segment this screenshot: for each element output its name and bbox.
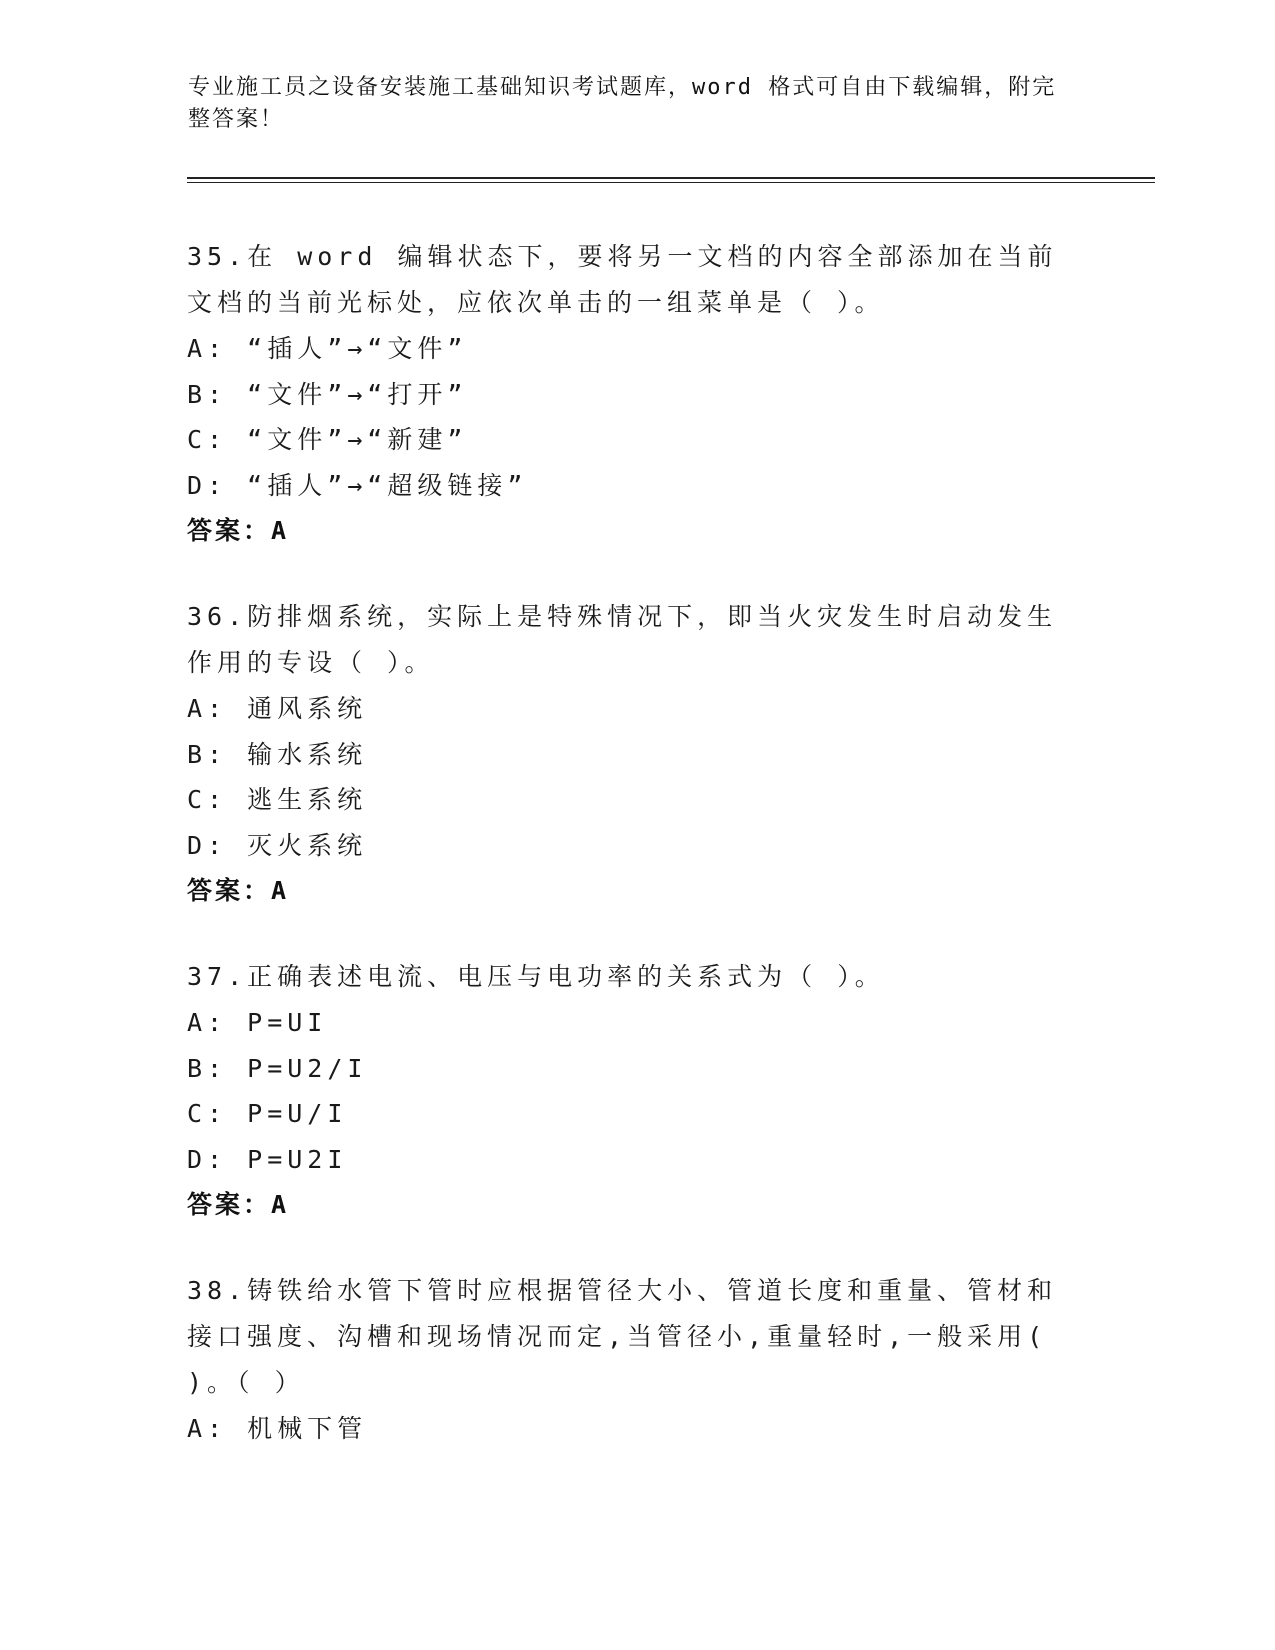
question-38	[187, 1268, 1087, 1452]
answer-label: 答案：A	[187, 876, 290, 905]
option-a: A: 机械下管	[187, 1414, 368, 1443]
option-b: B: P=U2/I	[187, 1053, 368, 1083]
option-b: B: “文件”→“打开”	[187, 379, 468, 409]
header-rule-thick	[187, 177, 1155, 179]
option-a: A: 通风系统	[187, 694, 368, 723]
answer-label: 答案：A	[187, 1190, 290, 1219]
document-header	[188, 72, 1068, 136]
question-35	[187, 234, 1087, 554]
option-d: D: 灭火系统	[187, 830, 368, 860]
option-d: D: P=U2I	[187, 1144, 348, 1174]
header-rule-thin	[187, 182, 1155, 183]
option-c: C: 逃生系统	[187, 785, 368, 814]
question-stem: 36.防排烟系统，实际上是特殊情况下，即当火灾发生时启动发生作用的专设（ ）。	[187, 602, 1058, 677]
answer-label: 答案：A	[187, 516, 290, 545]
question-list	[187, 234, 1087, 1492]
option-d: D: “插人”→“超级链接”	[187, 470, 528, 500]
question-37	[187, 954, 1087, 1228]
question-stem: 37.正确表述电流、电压与电功率的关系式为（ ）。	[187, 962, 885, 991]
option-c: C: “文件”→“新建”	[187, 425, 468, 454]
option-a: A: P=UI	[187, 1008, 328, 1037]
option-a: A: “插人”→“文件”	[187, 334, 468, 363]
header-title: 专业施工员之设备安装施工基础知识考试题库，word 格式可自由下载编辑，附完整答案！	[188, 75, 1057, 132]
option-b: B: 输水系统	[187, 739, 368, 769]
question-stem: 38.铸铁给水管下管时应根据管径大小、管道长度和重量、管材和接口强度、沟槽和现场情况而定,当管径小,重量轻时,一般采用( )。（ ）	[187, 1276, 1058, 1397]
question-36	[187, 594, 1087, 914]
question-stem: 35.在 word 编辑状态下，要将另一文档的内容全部添加在当前文档的当前光标处，应依次单击的一组菜单是（ ）。	[187, 242, 1058, 317]
option-c: C: P=U/I	[187, 1099, 348, 1128]
